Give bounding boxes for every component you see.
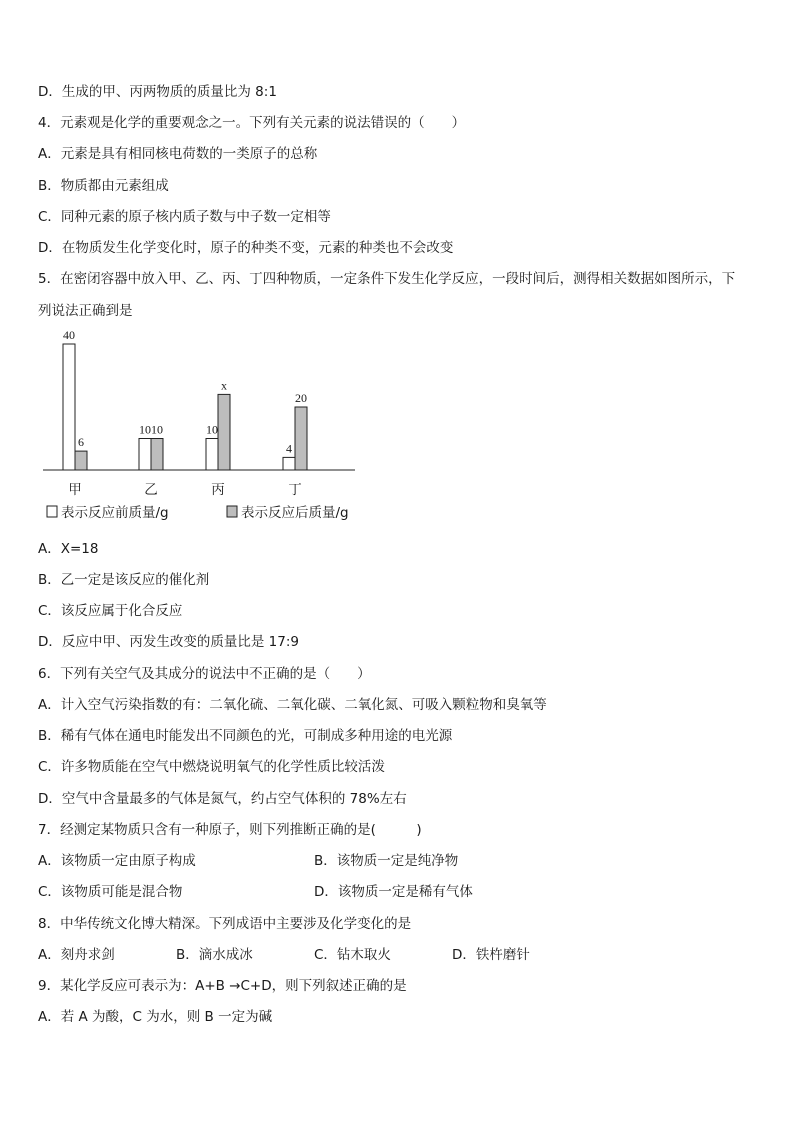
q3-option-d: D．生成的甲、丙两物质的质量比为 8:1 xyxy=(38,84,277,100)
q6-option-b: B．稀有气体在通电时能发出不同颜色的光，可制成多种用途的电光源 xyxy=(38,728,453,744)
legend-swatch-before xyxy=(47,506,57,517)
q7-option-d: D．该物质一定是稀有气体 xyxy=(314,884,473,900)
bar-before-2 xyxy=(139,439,151,471)
q4-option-b: B．物质都由元素组成 xyxy=(38,178,169,194)
q7-option-a: A．该物质一定由原子构成 xyxy=(38,853,196,869)
bar-label-before-1: 40 xyxy=(63,330,75,342)
bar-after-1 xyxy=(75,451,87,470)
q8-option-c: C．钻木取火 xyxy=(314,947,391,963)
category-label-3: 丙 xyxy=(211,482,225,498)
q8-option-a: A．刻舟求剑 xyxy=(38,947,115,963)
q6-stem: 6．下列有关空气及其成分的说法中不正确的是（ ） xyxy=(38,666,371,682)
q5-option-b: B．乙一定是该反应的催化剂 xyxy=(38,572,210,588)
q5-option-c: C．该反应属于化合反应 xyxy=(38,603,183,619)
bar-label-before-4: 4 xyxy=(286,441,292,456)
bar-before-4 xyxy=(283,457,295,470)
bar-after-4 xyxy=(295,407,307,470)
bar-after-3 xyxy=(218,394,230,470)
q6-option-c: C．许多物质能在空气中燃烧说明氧气的化学性质比较活泼 xyxy=(38,759,385,775)
mass-bar-chart xyxy=(38,330,378,530)
q5-stem-line1: 5．在密闭容器中放入甲、乙、丙、丁四种物质，一定条件下发生化学反应，一段时间后，测得相关数据如图所示，下 xyxy=(38,271,736,287)
q5-stem-line2: 列说法正确到是 xyxy=(38,303,133,319)
q8-stem: 8．中华传统文化博大精深。下列成语中主要涉及化学变化的是 xyxy=(38,916,412,932)
bar-label-after-4: 20 xyxy=(295,391,307,405)
q8-option-b: B．滴水成冰 xyxy=(176,947,253,963)
category-label-1: 甲 xyxy=(68,482,82,498)
q9-option-a: A．若 A 为酸，C 为水，则 B 一定为碱 xyxy=(38,1009,273,1025)
bar-after-2 xyxy=(151,439,163,471)
q4-option-a: A．元素是具有相同核电荷数的一类原子的总称 xyxy=(38,146,318,162)
bar-before-3 xyxy=(206,439,218,471)
q7-stem: 7．经测定某物质只含有一种原子，则下列推断正确的是( ) xyxy=(38,822,422,838)
q8-option-d: D．铁杵磨针 xyxy=(452,947,530,963)
q5-option-a: A．X=18 xyxy=(38,541,99,557)
category-label-4: 丁 xyxy=(288,482,302,498)
q7-option-b: B．该物质一定是纯净物 xyxy=(314,853,459,869)
bar-label-after-2: 10 xyxy=(151,422,163,437)
legend-swatch-after xyxy=(227,506,237,517)
q6-option-d: D．空气中含量最多的气体是氮气，约占空气体积的 78%左右 xyxy=(38,791,407,807)
bar-label-after-1: 6 xyxy=(78,435,84,450)
bar-label-after-3: x xyxy=(221,378,227,393)
legend-label-after: 表示反应后质量/g xyxy=(241,505,349,521)
bar-label-before-3: 10 xyxy=(206,422,218,437)
q9-stem: 9．某化学反应可表示为：A+B →C+D，则下列叙述正确的是 xyxy=(38,978,407,994)
bar-before-1 xyxy=(63,344,75,470)
q4-option-d: D．在物质发生化学变化时，原子的种类不变，元素的种类也不会改变 xyxy=(38,240,454,256)
q6-option-a: A．计入空气污染指数的有：二氧化硫、二氧化碳、二氧化氮、可吸入颗粒物和臭氧等 xyxy=(38,697,547,713)
q4-option-c: C．同种元素的原子核内质子数与中子数一定相等 xyxy=(38,209,331,225)
q7-option-c: C．该物质可能是混合物 xyxy=(38,884,183,900)
bar-label-before-2: 10 xyxy=(139,422,151,437)
q4-stem: 4．元素观是化学的重要观念之一。下列有关元素的说法错误的（ ） xyxy=(38,115,466,131)
category-label-2: 乙 xyxy=(144,482,158,498)
legend-label-before: 表示反应前质量/g xyxy=(61,505,169,521)
q5-option-d: D．反应中甲、丙发生改变的质量比是 17:9 xyxy=(38,634,300,650)
